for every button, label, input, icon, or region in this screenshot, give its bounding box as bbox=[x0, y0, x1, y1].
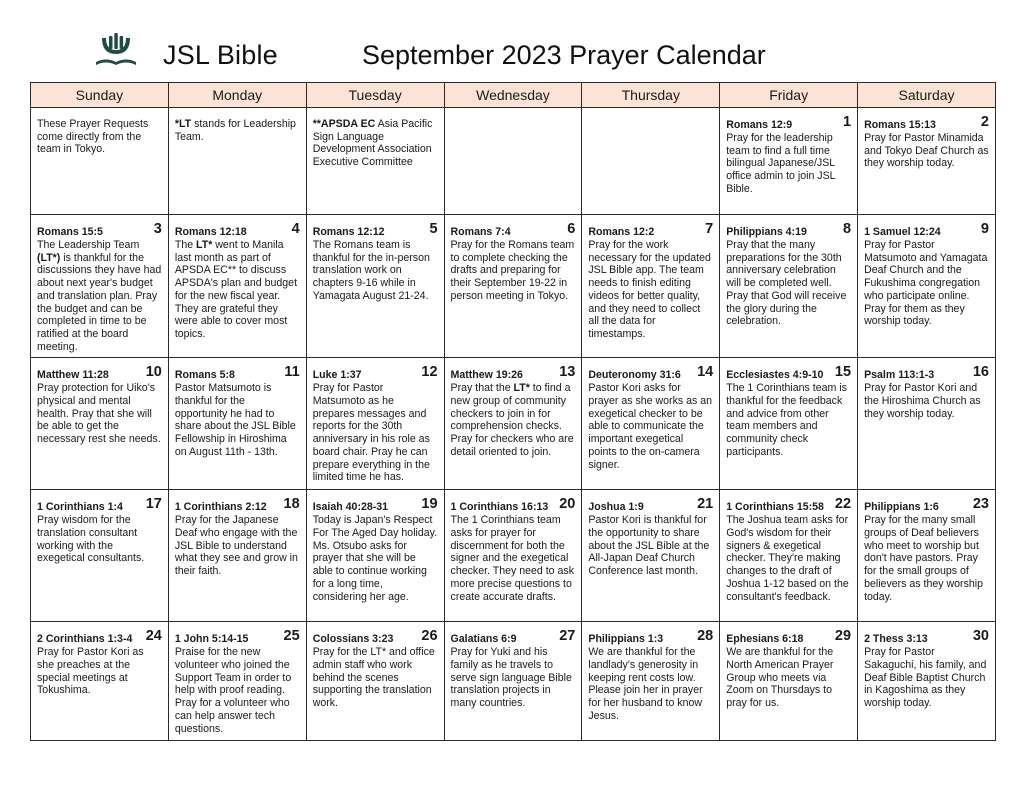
scripture-ref: 1 Corinthians 1:4 bbox=[37, 501, 123, 514]
prayer-text: Pray protection for Uiko's physical and mental health. Pray that she will be able to get the necessary rest she needs. bbox=[37, 382, 161, 446]
day-header bbox=[451, 365, 576, 381]
day-header bbox=[864, 365, 989, 381]
day-number: 24 bbox=[145, 628, 162, 645]
scripture-ref: Romans 12:2 bbox=[588, 226, 655, 238]
day-cell bbox=[444, 215, 582, 358]
day-header bbox=[451, 497, 576, 513]
scripture-ref: Romans 5:8 bbox=[174, 369, 235, 382]
day-header bbox=[588, 497, 713, 513]
day-header bbox=[864, 222, 989, 238]
day-number: 20 bbox=[559, 496, 576, 513]
scripture-ref: Romans 7:4 bbox=[450, 226, 511, 238]
day-cell bbox=[858, 358, 996, 490]
prayer-text: The 1 Corinthians team asks for prayer for discernment for both the signer and the exegetical checker. They need to ask more precise questions to create accurate drafts. bbox=[450, 514, 575, 603]
day-number: 12 bbox=[421, 364, 438, 381]
scripture-ref: Galatians 6:9 bbox=[450, 633, 517, 646]
scripture-ref: 2 Thess 3:13 bbox=[864, 633, 928, 646]
day-number: 18 bbox=[283, 496, 300, 513]
weekday-friday: Friday bbox=[720, 83, 858, 108]
day-cell bbox=[858, 215, 996, 358]
day-cell bbox=[582, 215, 720, 358]
prayer-text: Pray wisdom for the translation consultant working with the exegetical consultants. bbox=[37, 514, 145, 565]
day-cell bbox=[306, 358, 444, 490]
prayer-text: Pray for the Japanese Deaf who engage with the JSL Bible to understand what they see and grow in their faith. bbox=[174, 514, 298, 578]
scripture-ref: Matthew 19:26 bbox=[450, 369, 523, 382]
day-number: 9 bbox=[980, 221, 989, 237]
scripture-ref: Romans 12:18 bbox=[174, 226, 247, 238]
day-header bbox=[726, 115, 851, 131]
day-cell bbox=[168, 358, 306, 490]
day-number: 26 bbox=[421, 628, 438, 645]
prayer-text: Pray for Pastor Minamida and Tokyo Deaf Church as they worship today. bbox=[864, 132, 989, 170]
day-cell bbox=[582, 622, 720, 741]
day-number: 8 bbox=[842, 221, 852, 237]
scripture-ref: Luke 1:37 bbox=[312, 369, 362, 382]
day-header bbox=[37, 222, 162, 238]
brand-name: JSL Bible bbox=[163, 40, 278, 70]
scripture-ref: Romans 15:13 bbox=[864, 119, 936, 131]
day-cell bbox=[168, 622, 306, 741]
day-number: 7 bbox=[705, 221, 714, 237]
prayer-text bbox=[37, 239, 162, 353]
prayer-text: Today is Japan's Respect For The Aged Day holiday. Ms. Otsubo asks for prayer that she will be able to continue working for a long time, considering her age. bbox=[312, 514, 438, 603]
day-number: 1 bbox=[842, 114, 852, 130]
prayer-requests-note: These Prayer Requests come directly from the team in Tokyo. bbox=[37, 118, 149, 156]
prayer-text bbox=[451, 382, 576, 458]
day-header bbox=[726, 629, 851, 645]
day-number: 21 bbox=[697, 496, 714, 513]
day-header bbox=[451, 222, 576, 238]
day-header bbox=[313, 629, 438, 645]
weekday-wednesday: Wednesday bbox=[444, 83, 582, 108]
day-header bbox=[588, 629, 713, 645]
prayer-text-part: The bbox=[174, 239, 197, 251]
weekday-tuesday: Tuesday bbox=[306, 83, 444, 108]
weekday-sunday: Sunday bbox=[31, 83, 169, 108]
prayer-text: Pray for Pastor Kori as she preaches at the special meetings at Tokushima. bbox=[37, 646, 144, 697]
scripture-ref: Isaiah 40:28-31 bbox=[312, 501, 389, 514]
day-cell bbox=[306, 622, 444, 741]
day-cell bbox=[720, 622, 858, 741]
note-cell bbox=[306, 108, 444, 215]
day-cell bbox=[306, 215, 444, 358]
scripture-ref: 1 Corinthians 2:12 bbox=[174, 501, 267, 514]
calendar-title: September 2023 Prayer Calendar bbox=[362, 40, 766, 70]
prayer-text: Pray for the Romans team to complete checking the drafts and preparing for their September 19-22 in person meeting in Tokyo. bbox=[450, 239, 575, 302]
day-number: 11 bbox=[284, 364, 300, 381]
day-header bbox=[175, 365, 300, 381]
scripture-ref: Matthew 11:28 bbox=[37, 369, 109, 382]
day-header bbox=[726, 497, 851, 513]
day-cell bbox=[168, 215, 306, 358]
day-header bbox=[864, 115, 989, 131]
day-number: 2 bbox=[980, 114, 989, 130]
jsl-bible-logo bbox=[92, 32, 140, 72]
day-cell bbox=[582, 490, 720, 622]
day-cell bbox=[31, 490, 169, 622]
day-header bbox=[864, 497, 989, 513]
prayer-text-part: is thankful for the discussions they have had about next year's budget and translation plan. Pray the budget and can be completed in time to be ratified at the board meeting. bbox=[37, 251, 162, 353]
weekday-saturday: Saturday bbox=[858, 83, 996, 108]
scripture-ref: Philippians 1:6 bbox=[864, 501, 939, 514]
prayer-text: Pray for Pastor Matsumoto and Yamagata Deaf Church and the Fukushima congregation who participate online. Pray for them as they worship today. bbox=[864, 239, 988, 328]
prayer-text-part: The Leadership Team bbox=[37, 239, 140, 251]
day-cell bbox=[306, 490, 444, 622]
day-number: 17 bbox=[145, 496, 162, 513]
prayer-text-part: went to Manila last month as part of APSDA EC** to discuss APSDA's plan and budget for the new fiscal year. They are grateful they were able to cover most topics. bbox=[174, 239, 298, 340]
scripture-ref: 1 Samuel 12:24 bbox=[864, 226, 941, 238]
day-number: 13 bbox=[559, 364, 576, 381]
scripture-ref: Colossians 3:23 bbox=[312, 633, 394, 646]
scripture-ref: 1 John 5:14-15 bbox=[174, 633, 249, 646]
apsda-term: **APSDA EC bbox=[312, 118, 376, 130]
prayer-text: Pray that the many preparations for the 30th anniversary celebration will be completed well. Pray that God will receive the glory during the celebration. bbox=[726, 239, 847, 328]
day-number: 3 bbox=[153, 221, 162, 237]
day-cell bbox=[720, 108, 858, 215]
day-cell bbox=[720, 215, 858, 358]
apsda-definition: Asia Pacific Sign Language Development Association Executive Committee bbox=[312, 118, 433, 169]
prayer-text: The Joshua team asks for God's wisdom for their signers & exegetical checker. They're making changes to the draft of Joshua 1-12 based on the consultant's feedback. bbox=[726, 514, 849, 603]
scripture-ref: Romans 15:5 bbox=[37, 226, 103, 238]
day-number: 14 bbox=[697, 364, 714, 381]
scripture-ref: Philippians 1:3 bbox=[588, 633, 664, 646]
day-cell bbox=[720, 358, 858, 490]
day-cell bbox=[168, 490, 306, 622]
empty-day-cell bbox=[582, 108, 720, 215]
day-number: 5 bbox=[429, 221, 438, 237]
day-number: 23 bbox=[972, 496, 989, 513]
prayer-text-part: to find a new group of community checkers to join in for comprehension checks. Pray for checkers who are detail oriented to join. bbox=[450, 382, 574, 458]
day-header bbox=[313, 497, 438, 513]
weekday-header-row bbox=[31, 83, 996, 108]
prayer-text: Pray for Pastor Matsumoto as he prepares messages and reports for the 30th anniversary in his role as board chair. Pray he can prepare everything in the limited time he has. bbox=[312, 382, 430, 484]
day-number: 25 bbox=[283, 628, 300, 645]
day-header bbox=[588, 222, 713, 238]
prayer-text: We are thankful for the landlady's generosity in keeping rent costs low. Please join her in prayer for her husband to know Jesus. bbox=[588, 646, 703, 722]
day-cell bbox=[31, 215, 169, 358]
note-cell bbox=[168, 108, 306, 215]
scripture-ref: Romans 12:12 bbox=[312, 226, 385, 238]
prayer-text: Pray for the leadership team to find a full time bilingual Japanese/JSL office admin to join JSL Bible. bbox=[726, 132, 836, 195]
day-header bbox=[588, 365, 713, 381]
day-cell bbox=[720, 490, 858, 622]
day-header bbox=[37, 365, 162, 381]
prayer-text-part: Pray that the bbox=[450, 382, 514, 395]
day-header bbox=[37, 497, 162, 513]
day-header bbox=[175, 629, 300, 645]
day-number: 28 bbox=[697, 628, 714, 645]
weekday-monday: Monday bbox=[168, 83, 306, 108]
week-row-4 bbox=[31, 490, 996, 622]
prayer-text: Pastor Kori is thankful for the opportunity to share about the JSL Bible at the All-Japan Deaf Church Conference last month. bbox=[588, 514, 710, 578]
prayer-calendar bbox=[30, 82, 996, 741]
day-cell bbox=[444, 358, 582, 490]
day-header bbox=[37, 629, 162, 645]
note-cell bbox=[31, 108, 169, 215]
prayer-text: We are thankful for the North American Prayer Group who meets via Zoom on Thursdays to pray for us. bbox=[726, 646, 834, 710]
day-header bbox=[313, 365, 438, 381]
scripture-ref: Romans 12:9 bbox=[726, 119, 793, 131]
weekday-thursday: Thursday bbox=[582, 83, 720, 108]
prayer-text: Pray for Pastor Sakaguchi, his family, and Deaf Bible Baptist Church in Kagoshima as they worship today. bbox=[864, 646, 987, 710]
prayer-text: The Romans team is thankful for the in-person translation work on chapters 9-16 while in Yamagata August 21-24. bbox=[312, 239, 430, 302]
day-cell bbox=[31, 622, 169, 741]
scripture-ref: Ecclesiastes 4:9-10 bbox=[726, 369, 824, 382]
scripture-ref: Ephesians 6:18 bbox=[726, 633, 804, 646]
prayer-text: Pastor Matsumoto is thankful for the opportunity he had to share about the JSL Bible Fellowship in Hiroshima on August 11th - 13th. bbox=[174, 382, 296, 458]
day-number: 19 bbox=[421, 496, 438, 513]
empty-day-cell bbox=[444, 108, 582, 215]
prayer-text-bold: LT* bbox=[196, 239, 213, 251]
day-cell bbox=[31, 358, 169, 490]
lt-definition-note bbox=[175, 118, 300, 143]
week-row-1 bbox=[31, 108, 996, 215]
prayer-text: Pray for the LT* and office admin staff who work behind the scenes supporting the translation work. bbox=[312, 646, 435, 710]
scripture-ref: 1 Corinthians 16:13 bbox=[450, 501, 549, 514]
prayer-text: The 1 Corinthians team is thankful for the feedback and advice from other team members and community check participants. bbox=[726, 382, 847, 458]
prayer-text: Pray for the work necessary for the updated JSL Bible app. The team needs to finish editing videos for better quality, and they need to collect all the data for timestamps. bbox=[588, 239, 711, 340]
scripture-ref: Deuteronomy 31:6 bbox=[588, 369, 681, 382]
day-number: 15 bbox=[834, 364, 852, 381]
prayer-text-bold: LT* bbox=[513, 382, 530, 395]
day-number: 6 bbox=[567, 221, 576, 237]
week-row-3 bbox=[31, 358, 996, 490]
scripture-ref: Psalm 113:1-3 bbox=[864, 369, 935, 382]
day-cell bbox=[858, 490, 996, 622]
day-header bbox=[175, 497, 300, 513]
week-row-5 bbox=[31, 622, 996, 741]
day-header bbox=[864, 629, 989, 645]
day-cell bbox=[582, 358, 720, 490]
day-header bbox=[313, 222, 438, 238]
apsda-definition-note bbox=[313, 118, 438, 169]
day-number: 30 bbox=[972, 628, 989, 645]
day-cell bbox=[444, 490, 582, 622]
lt-definition: stands for Leadership Team. bbox=[174, 118, 296, 143]
prayer-text: Praise for the new volunteer who joined the Support Team in order to help with proof reading. Pray for a volunteer who can help answer tech questions. bbox=[174, 646, 292, 735]
scripture-ref: Joshua 1:9 bbox=[588, 501, 644, 514]
lt-term: *LT bbox=[174, 118, 192, 130]
prayer-text: Pray for Pastor Kori and the Hiroshima Church as they worship today. bbox=[864, 382, 981, 420]
prayer-text: Pray for the many small groups of Deaf believers who meet to worship but don't have pastors. Pray for the small groups of believers as they worship today. bbox=[864, 514, 984, 603]
day-number: 27 bbox=[559, 628, 576, 645]
scripture-ref: 1 Corinthians 15:58 bbox=[726, 501, 824, 514]
day-header bbox=[451, 629, 576, 645]
day-header bbox=[175, 222, 300, 238]
day-number: 16 bbox=[972, 364, 989, 381]
day-cell bbox=[858, 622, 996, 741]
day-cell bbox=[858, 108, 996, 215]
prayer-text bbox=[175, 239, 300, 341]
week-row-2 bbox=[31, 215, 996, 358]
scripture-ref: 2 Corinthians 1:3-4 bbox=[37, 633, 133, 646]
day-number: 10 bbox=[145, 364, 162, 381]
day-header bbox=[726, 365, 851, 381]
prayer-text: Pastor Kori asks for prayer as she works as an exegetical checker to be able to communicate the important exegetical points to the on-camera signer. bbox=[588, 382, 713, 471]
day-number: 4 bbox=[291, 221, 300, 237]
day-cell bbox=[444, 622, 582, 741]
prayer-text: Pray for Yuki and his family as he travels to serve sign language Bible translation projects in many countries. bbox=[450, 646, 572, 710]
prayer-text-bold: (LT*) bbox=[37, 251, 61, 264]
day-number: 22 bbox=[834, 496, 852, 513]
day-header bbox=[726, 222, 851, 238]
scripture-ref: Philippians 4:19 bbox=[726, 226, 807, 238]
day-number: 29 bbox=[834, 628, 852, 645]
